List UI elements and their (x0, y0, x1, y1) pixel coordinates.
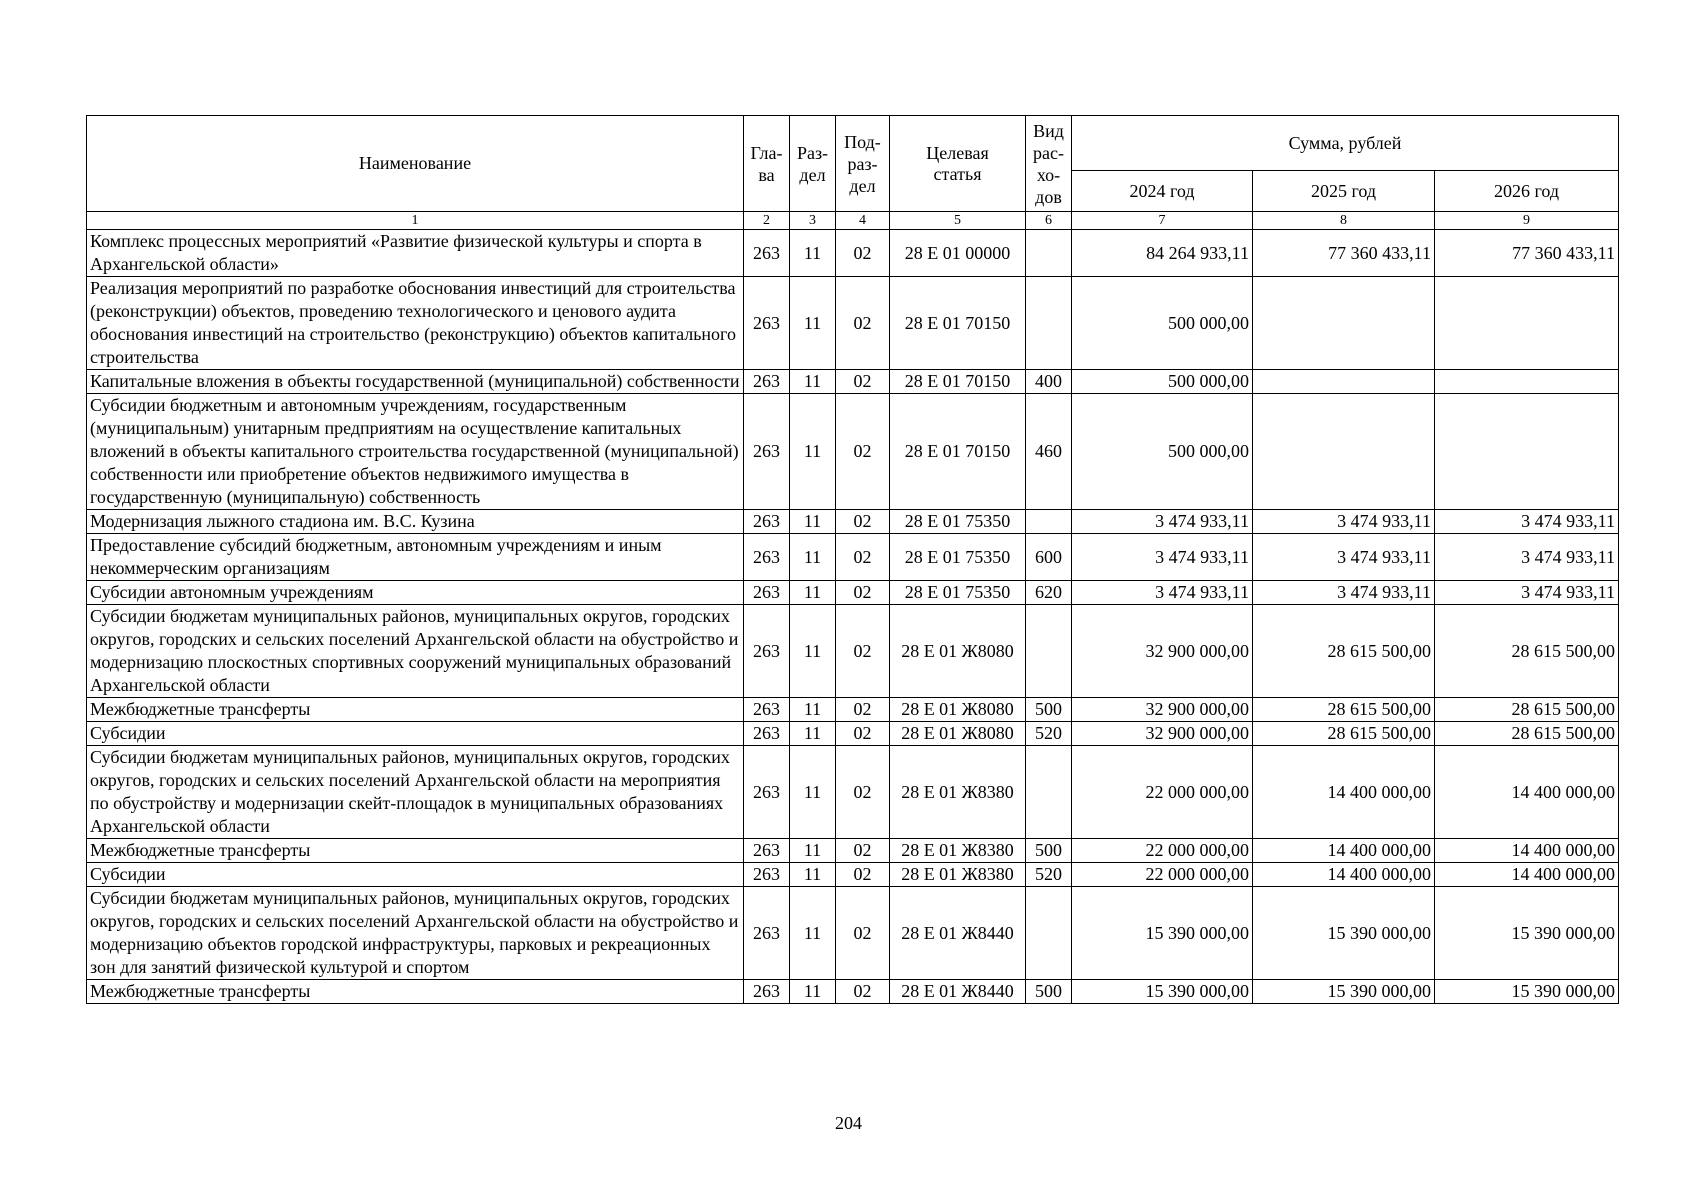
expense-type-cell (1026, 746, 1072, 839)
amount-2024-cell: 3 474 933,11 (1072, 581, 1253, 605)
amount-2025-cell (1253, 370, 1435, 394)
chapter-cell: 263 (744, 605, 790, 698)
subsection-cell: 02 (836, 698, 890, 722)
section-cell: 11 (790, 722, 836, 746)
target-article-cell: 28 Е 01 70150 (890, 370, 1026, 394)
target-article-cell: 28 Е 01 Ж8440 (890, 887, 1026, 980)
expense-type-cell: 600 (1026, 534, 1072, 581)
table-row (87, 370, 1619, 394)
amount-2025-cell (1253, 394, 1435, 510)
chapter-cell: 263 (744, 230, 790, 277)
section-cell: 11 (790, 839, 836, 863)
amount-2025-cell: 3 474 933,11 (1253, 581, 1435, 605)
subsection-cell: 02 (836, 581, 890, 605)
section-cell: 11 (790, 394, 836, 510)
target-article-cell: 28 Е 01 Ж8080 (890, 722, 1026, 746)
amount-2025-cell: 14 400 000,00 (1253, 746, 1435, 839)
budget-table (86, 115, 1619, 1004)
amount-2026-cell: 15 390 000,00 (1435, 980, 1619, 1004)
row-name: Субсидии (87, 722, 744, 746)
target-article-cell: 28 Е 01 Ж8080 (890, 698, 1026, 722)
amount-2024-cell: 500 000,00 (1072, 394, 1253, 510)
header-name: Наименование (87, 116, 744, 212)
column-number: 2 (744, 212, 790, 230)
chapter-cell: 263 (744, 510, 790, 534)
target-article-cell: 28 Е 01 70150 (890, 394, 1026, 510)
amount-2026-cell: 28 615 500,00 (1435, 605, 1619, 698)
amount-2026-cell: 14 400 000,00 (1435, 839, 1619, 863)
row-name: Капитальные вложения в объекты государственной (муниципальной) собственности (87, 370, 744, 394)
expense-type-cell: 500 (1026, 698, 1072, 722)
amount-2024-cell: 500 000,00 (1072, 277, 1253, 370)
subsection-cell: 02 (836, 534, 890, 581)
section-cell: 11 (790, 581, 836, 605)
column-number: 3 (790, 212, 836, 230)
amount-2024-cell: 84 264 933,11 (1072, 230, 1253, 277)
chapter-cell: 263 (744, 698, 790, 722)
table-row (87, 277, 1619, 370)
row-name: Модернизация лыжного стадиона им. В.С. Кузина (87, 510, 744, 534)
row-name: Предоставление субсидий бюджетным, автономным учреждениям и иным некоммерческим организациям (87, 534, 744, 581)
amount-2025-cell: 3 474 933,11 (1253, 534, 1435, 581)
page-number: 204 (835, 1113, 862, 1133)
section-cell: 11 (790, 230, 836, 277)
subsection-cell: 02 (836, 980, 890, 1004)
header-target-article: Целевая статья (890, 116, 1026, 212)
table-row (87, 980, 1619, 1004)
chapter-cell: 263 (744, 534, 790, 581)
section-cell: 11 (790, 746, 836, 839)
amount-2025-cell: 28 615 500,00 (1253, 605, 1435, 698)
amount-2026-cell: 3 474 933,11 (1435, 510, 1619, 534)
target-article-cell: 28 Е 01 70150 (890, 277, 1026, 370)
table-header (87, 116, 1619, 230)
section-cell: 11 (790, 887, 836, 980)
amount-2025-cell: 3 474 933,11 (1253, 510, 1435, 534)
amount-2026-cell: 3 474 933,11 (1435, 534, 1619, 581)
target-article-cell: 28 Е 01 Ж8380 (890, 746, 1026, 839)
target-article-cell: 28 Е 01 Ж8080 (890, 605, 1026, 698)
row-name: Межбюджетные трансферты (87, 839, 744, 863)
subsection-cell: 02 (836, 722, 890, 746)
column-number: 1 (87, 212, 744, 230)
target-article-cell: 28 Е 01 Ж8380 (890, 839, 1026, 863)
table-row (87, 534, 1619, 581)
expense-type-cell: 520 (1026, 863, 1072, 887)
amount-2025-cell: 15 390 000,00 (1253, 980, 1435, 1004)
row-name: Субсидии автономным учреждениям (87, 581, 744, 605)
target-article-cell: 28 Е 01 75350 (890, 510, 1026, 534)
amount-2026-cell: 77 360 433,11 (1435, 230, 1619, 277)
chapter-cell: 263 (744, 839, 790, 863)
chapter-cell: 263 (744, 722, 790, 746)
column-number: 4 (836, 212, 890, 230)
amount-2026-cell: 28 615 500,00 (1435, 722, 1619, 746)
table-body (87, 230, 1619, 1004)
chapter-cell: 263 (744, 394, 790, 510)
amount-2025-cell: 14 400 000,00 (1253, 863, 1435, 887)
row-name: Межбюджетные трансферты (87, 698, 744, 722)
table-row (87, 394, 1619, 510)
amount-2026-cell: 14 400 000,00 (1435, 746, 1619, 839)
table-row (87, 581, 1619, 605)
amount-2026-cell (1435, 394, 1619, 510)
subsection-cell: 02 (836, 839, 890, 863)
amount-2026-cell (1435, 277, 1619, 370)
amount-2024-cell: 32 900 000,00 (1072, 722, 1253, 746)
expense-type-cell (1026, 605, 1072, 698)
header-year-2024: 2024 год (1072, 171, 1253, 212)
expense-type-cell: 460 (1026, 394, 1072, 510)
table-row (87, 698, 1619, 722)
row-name: Межбюджетные трансферты (87, 980, 744, 1004)
chapter-cell: 263 (744, 581, 790, 605)
amount-2024-cell: 15 390 000,00 (1072, 980, 1253, 1004)
chapter-cell: 263 (744, 277, 790, 370)
section-cell: 11 (790, 370, 836, 394)
table-row (87, 230, 1619, 277)
header-subsection: Под- раз- дел (836, 116, 890, 212)
row-name: Субсидии (87, 863, 744, 887)
subsection-cell: 02 (836, 887, 890, 980)
header-section: Раз- дел (790, 116, 836, 212)
table-row (87, 722, 1619, 746)
chapter-cell: 263 (744, 980, 790, 1004)
expense-type-cell: 620 (1026, 581, 1072, 605)
expense-type-cell: 500 (1026, 839, 1072, 863)
target-article-cell: 28 Е 01 Ж8440 (890, 980, 1026, 1004)
expense-type-cell: 500 (1026, 980, 1072, 1004)
subsection-cell: 02 (836, 510, 890, 534)
amount-2024-cell: 15 390 000,00 (1072, 887, 1253, 980)
amount-2024-cell: 500 000,00 (1072, 370, 1253, 394)
section-cell: 11 (790, 605, 836, 698)
amount-2026-cell: 14 400 000,00 (1435, 863, 1619, 887)
section-cell: 11 (790, 698, 836, 722)
subsection-cell: 02 (836, 277, 890, 370)
header-year-2026: 2026 год (1435, 171, 1619, 212)
row-name: Субсидии бюджетам муниципальных районов, муниципальных округов, городских округов, городских и сельских поселений Архангельской области на мероприятия по обустройству и модернизации скейт-площадок в муниципальных образованиях Архангельской области (87, 746, 744, 839)
row-name: Субсидии бюджетам муниципальных районов, муниципальных округов, городских округов, городских и сельских поселений Архангельской области на обустройство и модернизацию плоскостных спортивных сооружений муниципальных образований Архангельской области (87, 605, 744, 698)
expense-type-cell: 400 (1026, 370, 1072, 394)
amount-2024-cell: 32 900 000,00 (1072, 698, 1253, 722)
expense-type-cell (1026, 510, 1072, 534)
target-article-cell: 28 Е 01 Ж8380 (890, 863, 1026, 887)
amount-2024-cell: 22 000 000,00 (1072, 839, 1253, 863)
column-number: 7 (1072, 212, 1253, 230)
row-name: Комплекс процессных мероприятий «Развитие физической культуры и спорта в Архангельской области» (87, 230, 744, 277)
subsection-cell: 02 (836, 370, 890, 394)
column-number: 5 (890, 212, 1026, 230)
chapter-cell: 263 (744, 746, 790, 839)
subsection-cell: 02 (836, 863, 890, 887)
amount-2024-cell: 3 474 933,11 (1072, 534, 1253, 581)
amount-2026-cell (1435, 370, 1619, 394)
amount-2026-cell: 28 615 500,00 (1435, 698, 1619, 722)
section-cell: 11 (790, 980, 836, 1004)
amount-2024-cell: 32 900 000,00 (1072, 605, 1253, 698)
column-number: 9 (1435, 212, 1619, 230)
header-year-2025: 2025 год (1253, 171, 1435, 212)
header-sum: Сумма, рублей (1072, 116, 1619, 171)
amount-2024-cell: 22 000 000,00 (1072, 863, 1253, 887)
section-cell: 11 (790, 510, 836, 534)
row-name: Субсидии бюджетным и автономным учреждениям, государственным (муниципальным) унитарным предприятиям на осуществление капитальных вложений в объекты капитального строительства государственной (муниципальной) собственности или приобретение объектов недвижимого имущества в государственную (муниципальную) собственность (87, 394, 744, 510)
amount-2025-cell: 28 615 500,00 (1253, 722, 1435, 746)
amount-2024-cell: 3 474 933,11 (1072, 510, 1253, 534)
amount-2026-cell: 15 390 000,00 (1435, 887, 1619, 980)
expense-type-cell (1026, 277, 1072, 370)
section-cell: 11 (790, 534, 836, 581)
amount-2024-cell: 22 000 000,00 (1072, 746, 1253, 839)
column-number: 8 (1253, 212, 1435, 230)
table-row (87, 839, 1619, 863)
expense-type-cell: 520 (1026, 722, 1072, 746)
chapter-cell: 263 (744, 863, 790, 887)
row-name: Реализация мероприятий по разработке обоснования инвестиций для строительства (реконструкции) объектов, проведению технологического и ценового аудита обоснования инвестиций на строительство (реконструкцию) объектов капитального строительства (87, 277, 744, 370)
subsection-cell: 02 (836, 394, 890, 510)
section-cell: 11 (790, 863, 836, 887)
table-row (87, 605, 1619, 698)
amount-2025-cell: 15 390 000,00 (1253, 887, 1435, 980)
subsection-cell: 02 (836, 605, 890, 698)
header-expense-type: Вид рас- хо- дов (1026, 116, 1072, 212)
target-article-cell: 28 Е 01 00000 (890, 230, 1026, 277)
target-article-cell: 28 Е 01 75350 (890, 534, 1026, 581)
header-chapter: Гла- ва (744, 116, 790, 212)
table-row (87, 887, 1619, 980)
table-row (87, 746, 1619, 839)
amount-2025-cell: 28 615 500,00 (1253, 698, 1435, 722)
target-article-cell: 28 Е 01 75350 (890, 581, 1026, 605)
amount-2025-cell: 14 400 000,00 (1253, 839, 1435, 863)
subsection-cell: 02 (836, 230, 890, 277)
subsection-cell: 02 (836, 746, 890, 839)
column-number: 6 (1026, 212, 1072, 230)
chapter-cell: 263 (744, 887, 790, 980)
amount-2025-cell: 77 360 433,11 (1253, 230, 1435, 277)
row-name: Субсидии бюджетам муниципальных районов, муниципальных округов, городских округов, городских и сельских поселений Архангельской области на обустройство и модернизацию объектов городской инфраструктуры, парковых и рекреационных зон для занятий физической культурой и спортом (87, 887, 744, 980)
amount-2025-cell (1253, 277, 1435, 370)
table-row (87, 863, 1619, 887)
amount-2026-cell: 3 474 933,11 (1435, 581, 1619, 605)
table-row (87, 510, 1619, 534)
chapter-cell: 263 (744, 370, 790, 394)
expense-type-cell (1026, 230, 1072, 277)
expense-type-cell (1026, 887, 1072, 980)
column-number-row (87, 212, 1619, 230)
section-cell: 11 (790, 277, 836, 370)
